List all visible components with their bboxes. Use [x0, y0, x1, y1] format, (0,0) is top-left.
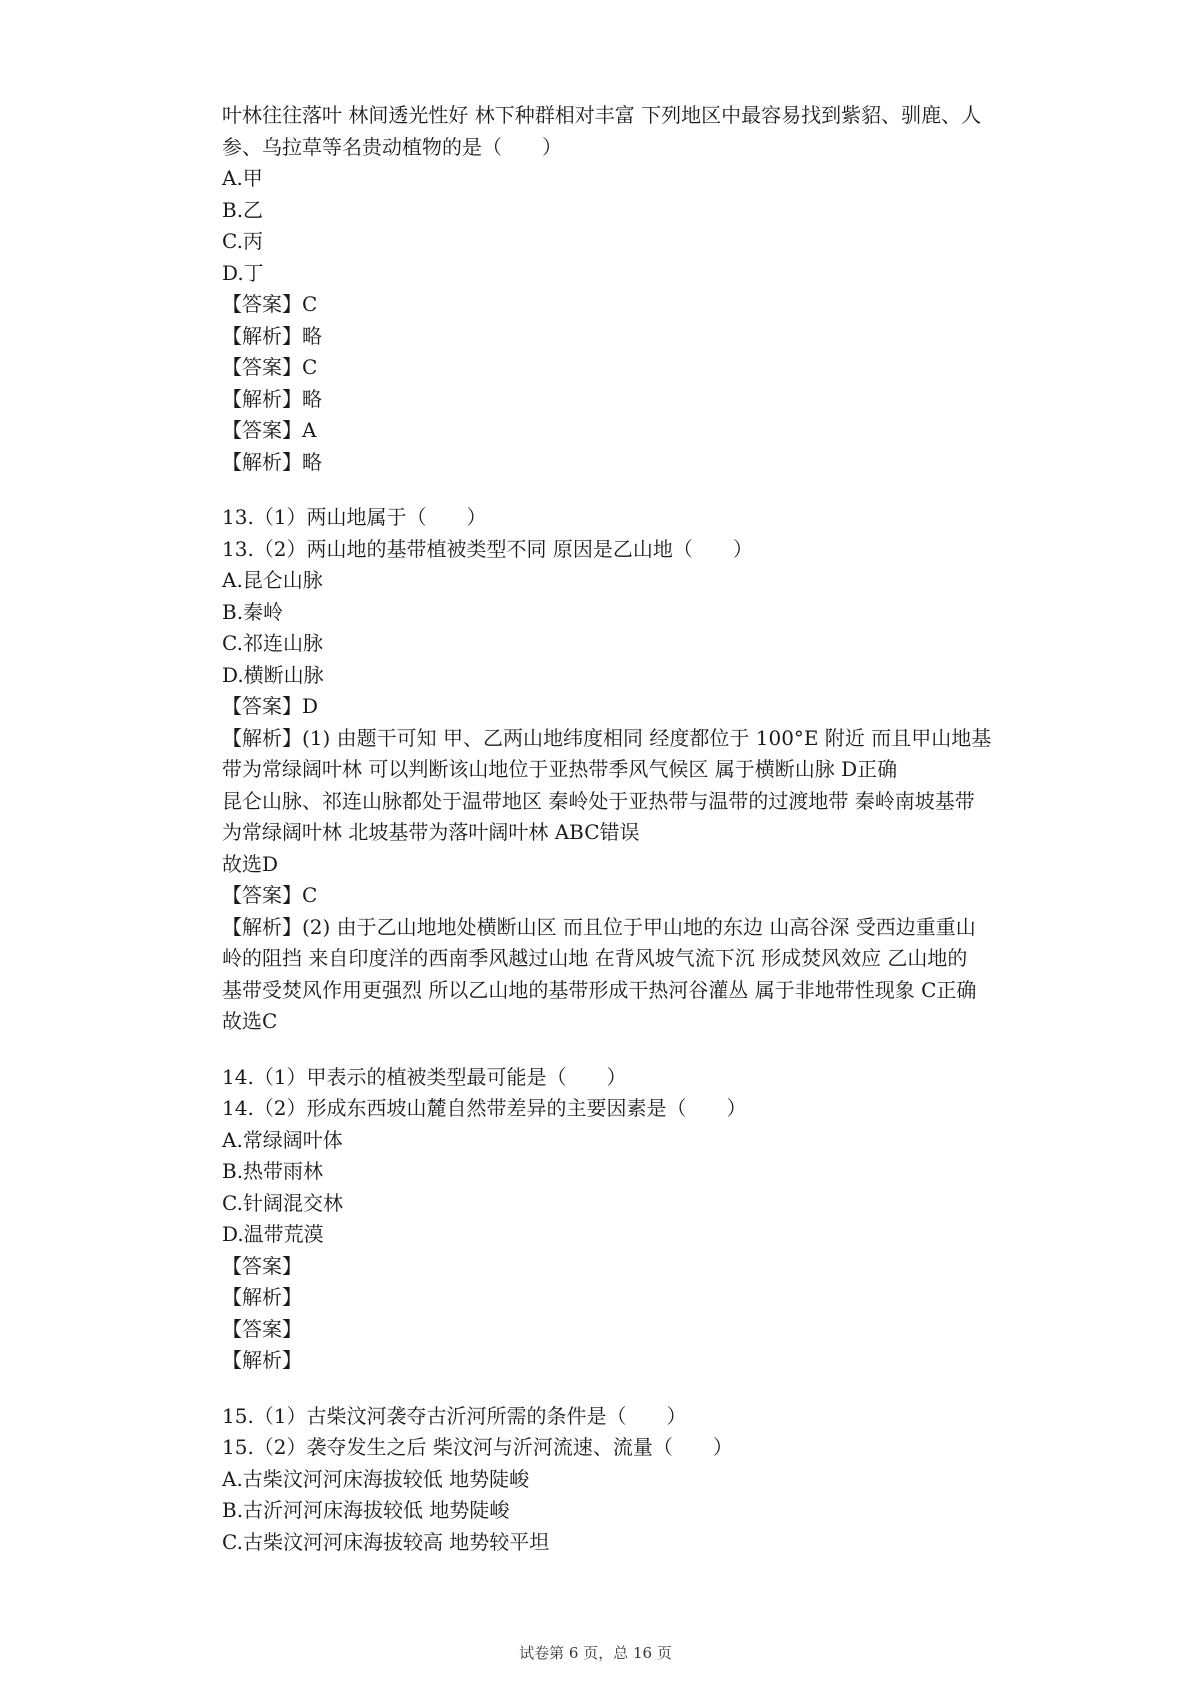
- text-line: 叶林往往落叶 林间透光性好 林下种群相对丰富 下列地区中最容易找到紫貂、驯鹿、人: [222, 103, 982, 127]
- answer-line: 【答案】C: [222, 292, 318, 316]
- question-13: [222, 502, 1022, 1038]
- analysis-line: 【解析】(1) 由题干可知 甲、乙两山地纬度相同 经度都位于 100°E 附近 而且甲山地基: [222, 725, 992, 750]
- option-d: D.温带荒漠: [222, 1222, 324, 1246]
- analysis-line: 为常绿阔叶林 北坡基带为落叶阔叶林 ABC错误: [222, 820, 640, 844]
- option-a: A.常绿阔叶体: [222, 1127, 343, 1152]
- analysis-line: 故选C: [222, 1009, 278, 1033]
- block-gap: [222, 1377, 1022, 1401]
- block-gap: [222, 1038, 1022, 1062]
- page-footer: 试卷第 6 页，总 16 页: [519, 1644, 672, 1662]
- option-c: C.古柴汶河河床海拔较高 地势较平坦: [222, 1529, 550, 1554]
- analysis-line: 故选D: [222, 851, 279, 876]
- answer-line: 【答案】C: [222, 883, 318, 907]
- option-a: A.昆仑山脉: [222, 568, 323, 592]
- analysis-line: 【解析】: [222, 1348, 302, 1372]
- answer-line: 【答案】D: [222, 694, 319, 718]
- question-stem: 13.（1）两山地属于（ ）: [222, 505, 487, 529]
- block-gap: [222, 478, 1022, 502]
- answer-line: 【答案】: [222, 1253, 302, 1278]
- option-c: C.针阔混交林: [222, 1190, 343, 1215]
- option-b: B.乙: [222, 197, 264, 222]
- document-body: [222, 100, 1022, 1558]
- analysis-line: 【解析】(2) 由于乙山地地处横断山区 而且位于甲山地的东边 山高谷深 受西边重重山: [222, 914, 976, 939]
- option-c: C.祁连山脉: [222, 631, 323, 655]
- text-line: 参、乌拉草等名贵动植物的是（ ）: [222, 134, 562, 159]
- option-b: B.秦岭: [222, 599, 284, 624]
- analysis-line: 昆仑山脉、祁连山脉都处于温带地区 秦岭处于亚热带与温带的过渡地带 秦岭南坡基带: [222, 788, 975, 813]
- analysis-line: 【解析】略: [222, 386, 322, 411]
- question-stem: 15.（2）袭夺发生之后 柴汶河与沂河流速、流量（ ）: [222, 1435, 733, 1459]
- question-stem: 15.（1）古柴汶河袭夺古沂河所需的条件是（ ）: [222, 1403, 687, 1428]
- question-15: [222, 1401, 1022, 1559]
- analysis-line: 基带受焚风作用更强烈 所以乙山地的基带形成干热河谷灌丛 属于非地带性现象 C正确: [222, 977, 977, 1002]
- option-b: B.热带雨林: [222, 1159, 324, 1183]
- option-b: B.古沂河河床海拔较低 地势陡峻: [222, 1498, 510, 1522]
- analysis-line: 【解析】: [222, 1285, 302, 1309]
- option-a: A.古柴汶河河床海拔较低 地势陡峻: [222, 1466, 530, 1491]
- option-d: D.横断山脉: [222, 662, 324, 687]
- analysis-line: 【解析】略: [222, 323, 322, 348]
- question-stem: 14.（1）甲表示的植被类型最可能是（ ）: [222, 1064, 627, 1089]
- analysis-line: 带为常绿阔叶林 可以判断该山地位于亚热带季风气候区 属于横断山脉 D正确: [222, 757, 898, 781]
- answer-line: 【答案】C: [222, 355, 318, 379]
- option-c: C.丙: [222, 229, 263, 253]
- answer-line: 【答案】: [222, 1316, 302, 1341]
- answer-line: 【答案】A: [222, 418, 317, 442]
- question-14: [222, 1062, 1022, 1377]
- analysis-line: 岭的阻挡 来自印度洋的西南季风越过山地 在背风坡气流下沉 形成焚风效应 乙山地的: [222, 946, 968, 970]
- option-a: A.甲: [222, 166, 263, 190]
- question-stem: 13.（2）两山地的基带植被类型不同 原因是乙山地（ ）: [222, 536, 753, 561]
- analysis-line: 【解析】略: [222, 449, 322, 474]
- question-12-tail: [222, 100, 1022, 478]
- question-stem: 14.（2）形成东西坡山麓自然带差异的主要因素是（ ）: [222, 1096, 747, 1120]
- option-d: D.丁: [222, 260, 264, 285]
